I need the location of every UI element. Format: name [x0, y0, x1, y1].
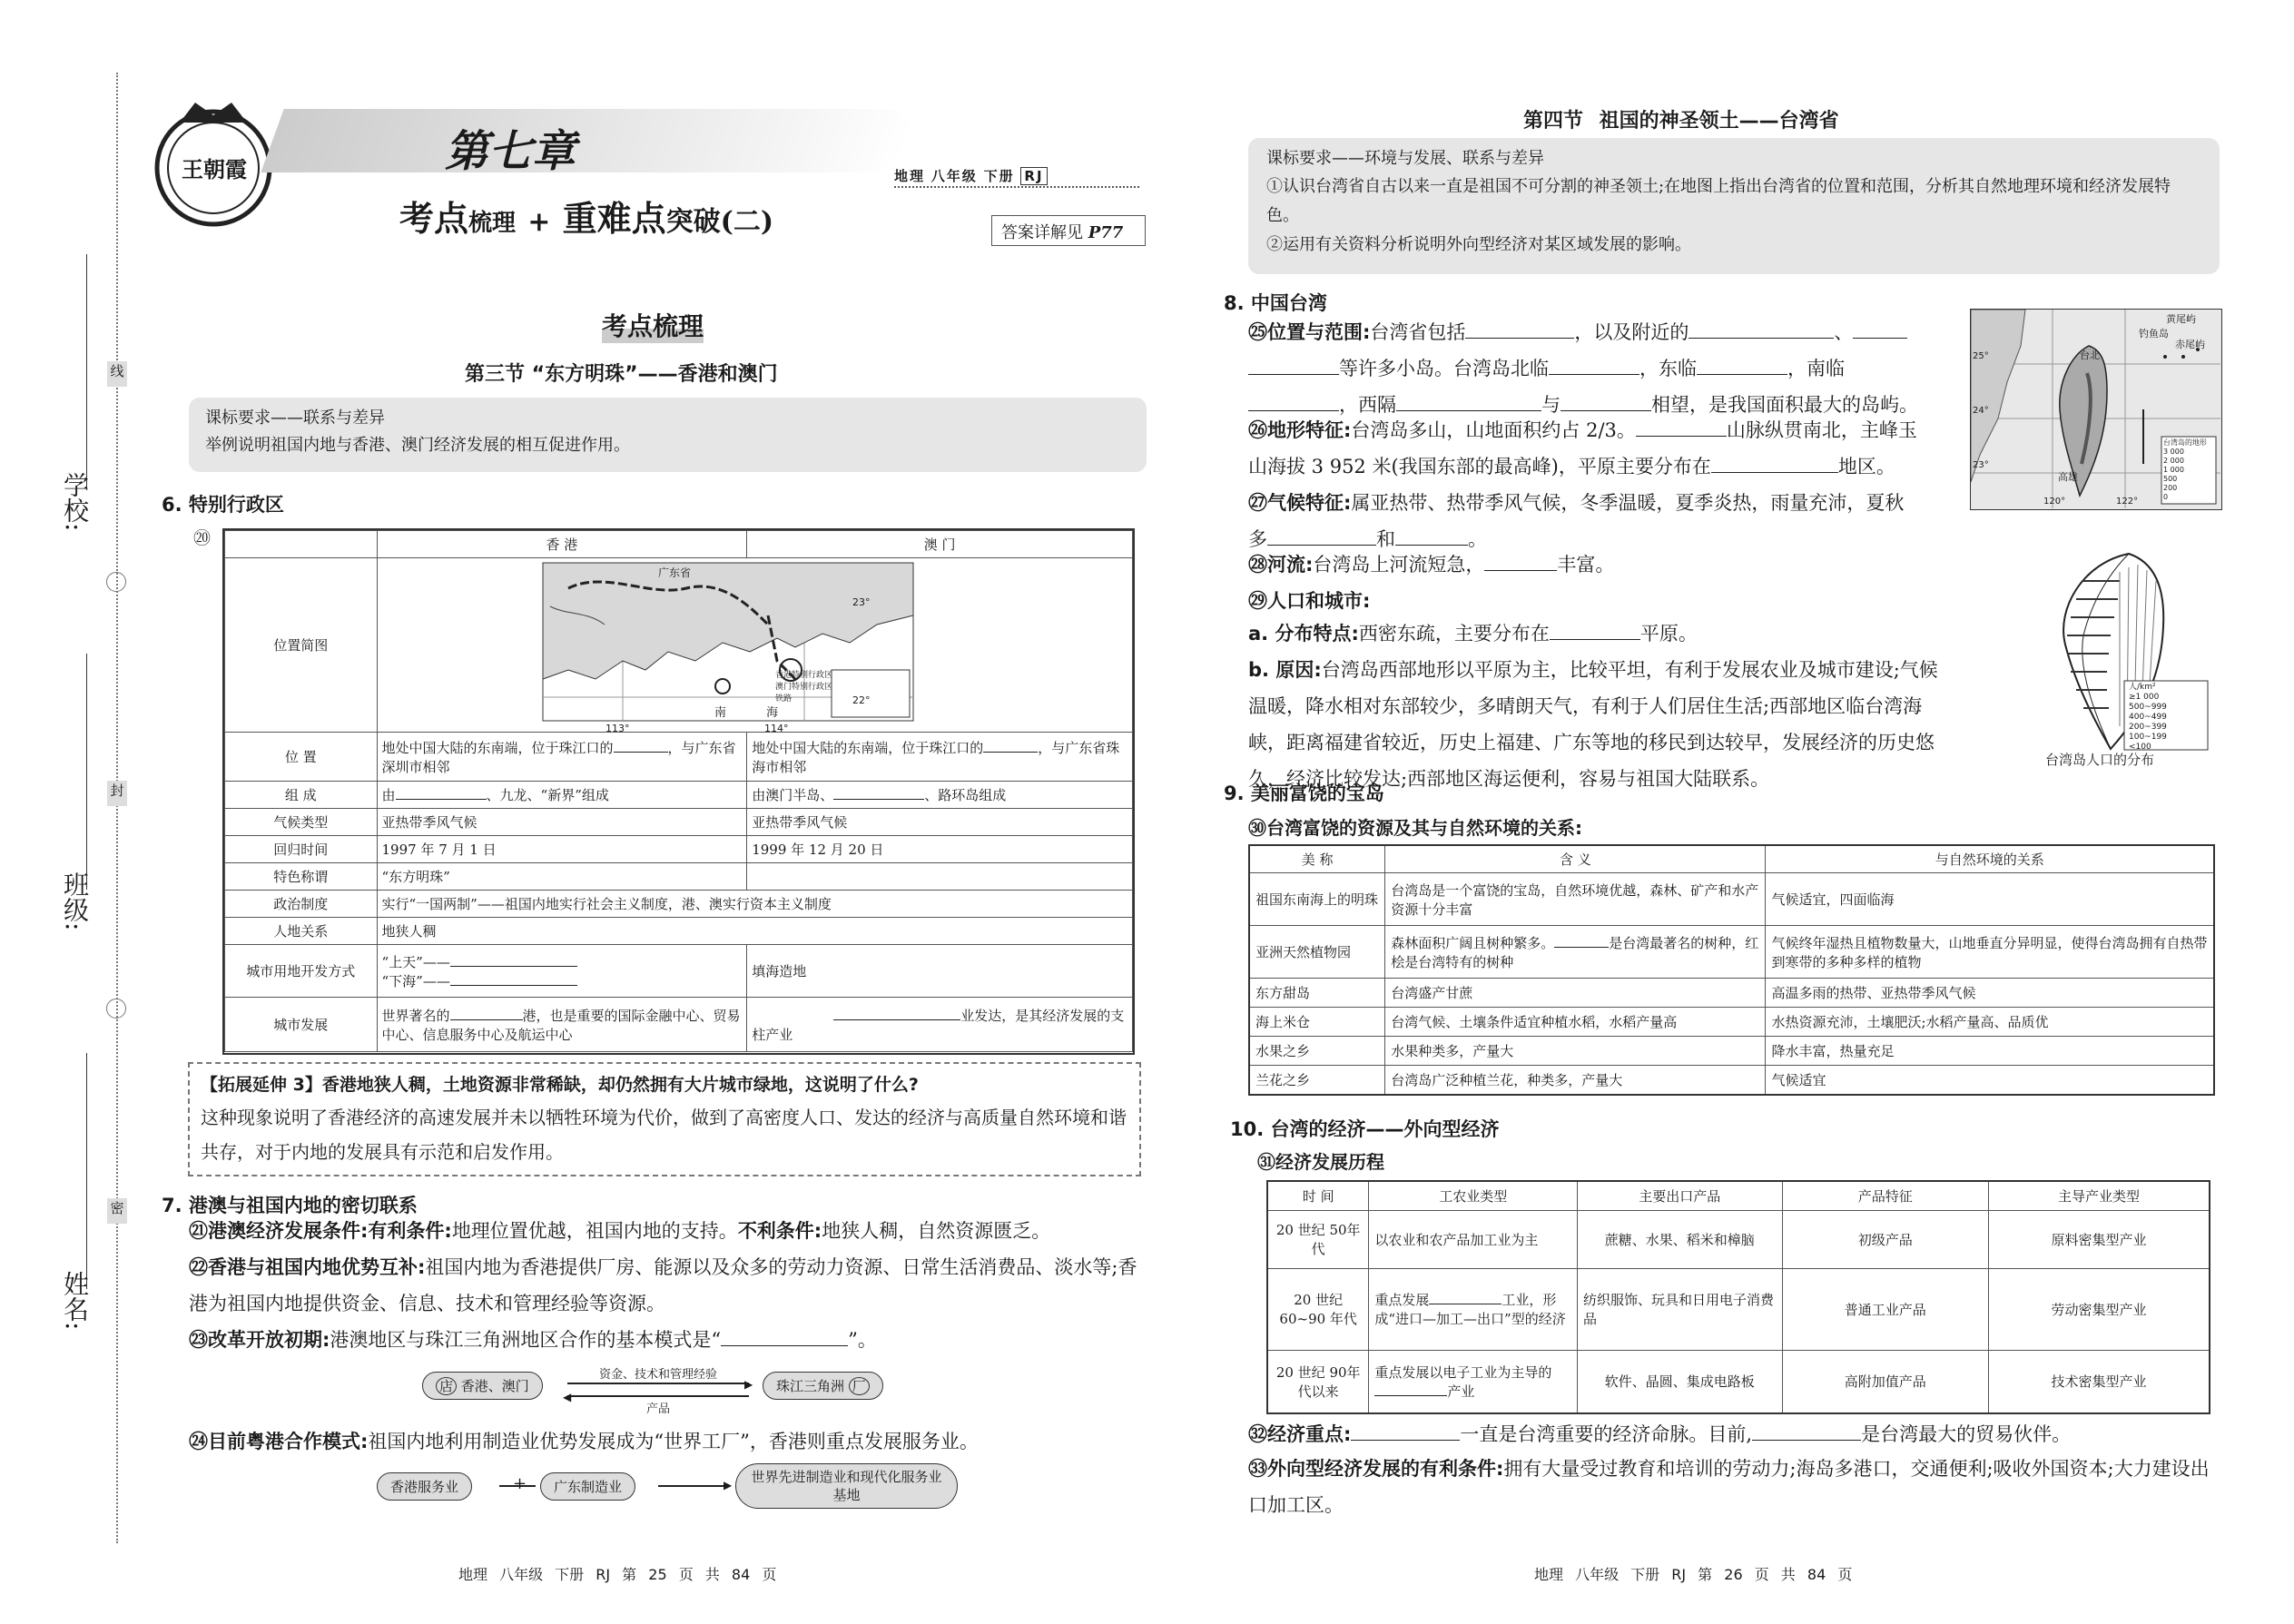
table-row: 东方甜岛 台湾盛产甘蔗 高温多雨的热带、亚热带季风气候 — [1249, 979, 2214, 1008]
seal-char-mi: 密 — [107, 1198, 127, 1224]
blank-tw-islands-1[interactable] — [1689, 319, 1834, 339]
res-header-meaning: 含 义 — [1385, 845, 1766, 873]
item-29a: a. 分布特点:西密东疏，主要分布在 平原。 — [1248, 615, 1920, 652]
seal-char-feng: 封 — [107, 781, 127, 806]
item-30: ㉚台湾富饶的资源及其与自然环境的关系: — [1248, 817, 1582, 839]
blank-mo-industry[interactable] — [833, 1006, 960, 1020]
label-lat-24: 24° — [1973, 406, 1989, 416]
arrow-left-icon: ◀ — [563, 1391, 572, 1403]
map-lon-114: 114° — [764, 723, 789, 734]
blank-tw-weather-2[interactable] — [1395, 526, 1468, 546]
map-lat-23: 23° — [852, 596, 871, 608]
human-land-relation: 地狭人稠 — [377, 918, 1132, 945]
item-28: ㉘河流:台湾岛上河流短急， 丰富。 — [1248, 546, 1920, 583]
flow-node-hk-mo: 店 香港、澳门 — [422, 1372, 543, 1400]
heading-8: 8. 中国台湾 — [1224, 292, 1327, 314]
blank-tw-weather-1[interactable] — [1267, 526, 1376, 546]
res-header-env: 与自然环境的关系 — [1766, 845, 2214, 873]
label-diaoyu: 钓鱼岛 — [2139, 328, 2169, 340]
political-system: 实行“一国两制”——祖国内地实行社会主义制度，港、澳实行资本主义制度 — [377, 891, 1132, 918]
item-33: ㉝外向型经济发展的有利条件:拥有大量受过教育和培训的劳动力;海岛多港口，交通便利;吸收外国资本;大力建设出口加工区。 — [1248, 1458, 2210, 1516]
row-label-location: 位 置 — [225, 733, 378, 782]
blank-tw-trade-partner[interactable] — [1752, 1421, 1861, 1441]
row-label-human-land: 人地关系 — [225, 918, 378, 945]
eco-header-time: 时 间 — [1267, 1181, 1369, 1210]
economy-table — [1266, 1180, 2210, 1414]
mo-urban-dev: 业发达，是其经济发展的支柱产业 — [747, 998, 1133, 1052]
blank-tw-south[interactable] — [1248, 391, 1339, 411]
eco-header-feature: 产品特征 — [1782, 1181, 1988, 1210]
section-heading: 考点梳理 — [602, 307, 704, 343]
blank-tw-pop-plain[interactable] — [1550, 620, 1640, 640]
arrow-right-icon: ▶ — [744, 1378, 753, 1391]
row-label-composition: 组 成 — [225, 782, 378, 809]
blank-tw-river[interactable] — [1484, 551, 1557, 571]
flow-diagram-current — [377, 1463, 958, 1514]
hk-nickname: “东方明珠” — [377, 863, 747, 891]
resources-table — [1248, 844, 2215, 1096]
heading-6: 6. 特别行政区 — [162, 494, 284, 516]
item-32: ㉜经济重点: 一直是台湾重要的经济命脉。目前, 是台湾最大的贸易伙伴。 — [1248, 1416, 2220, 1452]
blank-tw-mountain[interactable] — [1636, 417, 1727, 437]
header-rule — [894, 186, 1139, 188]
blank-tw-industry-60s[interactable] — [1429, 1290, 1501, 1304]
blank-hk-location[interactable] — [614, 738, 668, 753]
blank-hk-port[interactable] — [450, 1006, 523, 1020]
binding-hole-icon — [106, 999, 126, 1019]
mo-nickname — [747, 863, 1133, 891]
item-22: ㉒香港与祖国内地优势互补:祖国内地为香港提供厂房、能源以及众多的劳动力资源、日常生活消费品、淡水等;香港为祖国内地提供资金、信息、技术和管理经验等资源。 — [189, 1256, 1137, 1314]
flow-label-capital: 资金、技术和管理经验 — [598, 1368, 717, 1382]
hk-composition: 由 、九龙、“新界”组成 — [377, 782, 747, 809]
hk-return-date: 1997 年 7 月 1 日 — [377, 836, 747, 863]
label-chiwei: 赤尾屿 — [2175, 339, 2205, 350]
req-title-right: 课标要求——环境与发展、联系与差异 — [1266, 149, 1544, 168]
blank-tw-east[interactable] — [1697, 355, 1787, 375]
item-29: ㉙人口和城市: — [1248, 590, 1371, 612]
col-header-mo: 澳 门 — [747, 531, 1133, 558]
footer-right: 地理 八年级 下册 RJ 第 26 页 共 84 页 — [1534, 1566, 1853, 1583]
blank-mo-composition[interactable] — [833, 785, 924, 800]
hk-climate: 亚热带季风气候 — [377, 809, 747, 836]
population-legend: 人/km² ≥1 000 500~999 400~499 200~399 100~199 <100 — [2129, 683, 2167, 752]
row-label-urban-dev: 城市发展 — [225, 998, 378, 1052]
row-label-return-date: 回归时间 — [225, 836, 378, 863]
req-title: 课标要求——联系与差异 — [205, 408, 385, 428]
item-24: ㉔目前粤港合作模式:祖国内地利用制造业优势发展成为“世界工厂”，香港则重点发展服务业。 — [189, 1431, 979, 1452]
blank-land-up[interactable] — [450, 952, 577, 967]
blank-tw-islands-2[interactable] — [1853, 319, 1907, 339]
map-legend: 香港特别行政区 澳门特别行政区 铁路 — [775, 671, 833, 704]
flow-diagram-early — [422, 1364, 912, 1415]
res-header-name: 美 称 — [1249, 845, 1385, 873]
hk-location: 地处中国大陆的东南端，位于珠江口的 ，与广东省深圳市相邻 — [377, 733, 747, 782]
mo-return-date: 1999 年 12 月 20 日 — [747, 836, 1133, 863]
mo-composition: 由澳门半岛、 、路环岛组成 — [747, 782, 1133, 809]
hk-land-use: “上天”—— “下海”—— — [377, 945, 747, 998]
blank-tw-west-strait[interactable] — [1396, 391, 1541, 411]
label-lat-23: 23° — [1973, 460, 1989, 470]
sar-table-frame — [222, 528, 1135, 1055]
section-title-taiwan: 第四节 祖国的神圣领土——台湾省 — [1523, 110, 1839, 133]
mo-location: 地处中国大陆的东南端，位于珠江口的 ，与广东省珠海市相邻 — [747, 733, 1133, 782]
map-lon-113: 113° — [605, 723, 630, 734]
label-gaoxiong: 高雄 — [2058, 471, 2078, 483]
label-huangwei: 黄尾屿 — [2166, 313, 2196, 325]
req-item-1: ①认识台湾省自古以来一直是祖国不可分割的神圣领土;在地图上指出台湾省的位置和范围，分析其自然地理环境和经济发展特色。 — [1266, 177, 2171, 225]
table-row: 亚洲天然植物园 森林面积广阔且树种繁多。 是台湾最著名的树种，红桧是台湾特有的树种 气候终年湿热且植物数量大，山地垂直分异明显，使得台湾岛拥有自热带到寒带的多种多样的植物 — [1249, 926, 2214, 979]
section-title-hk-macau: 第三节 “东方明珠”——香港和澳门 — [465, 363, 778, 386]
blank-tw-econ-key[interactable] — [1351, 1421, 1460, 1441]
school-field[interactable] — [86, 254, 87, 490]
mo-climate: 亚热带季风气候 — [747, 809, 1133, 836]
row-label-climate: 气候类型 — [225, 809, 378, 836]
blank-tw-islands-2b[interactable] — [1248, 355, 1339, 375]
req-item-2: ②运用有关资料分析说明外向型经济对某区域发展的影响。 — [1266, 235, 1691, 254]
subject-tags: 地理 八年级 下册 RJ — [894, 166, 1048, 185]
page-title: 考点梳理 + 重难点突破(二) — [399, 198, 774, 239]
eco-header-type: 工农业类型 — [1369, 1181, 1578, 1210]
flow-node-gd-manufacturing: 广东制造业 — [540, 1472, 635, 1501]
heading-10: 10. 台湾的经济——外向型经济 — [1230, 1118, 1500, 1140]
flow-connector — [658, 1485, 729, 1487]
footer-left: 地理 八年级 下册 RJ 第 25 页 共 84 页 — [458, 1566, 777, 1583]
item-26: ㉖地形特征:台湾岛多山，山地面积约占 2/3。 山脉纵贯南北，主峰玉山海拔 3 952 米(我国东部的最高峰)，平原主要分布在 地区。 — [1248, 412, 1920, 485]
table-row: 20 世纪 60~90 年代 重点发展 工业，形成“进口—加工—出口”型的经济 纺织服饰、玩具和日用电子消费品 普通工业产品 劳动密集型产业 — [1267, 1268, 2210, 1350]
item-23: ㉓改革开放初期:港澳地区与珠江三角洲地区合作的基本模式是“ ”。 — [189, 1322, 1142, 1358]
extension-box — [188, 1062, 1141, 1176]
blank-tw-plain[interactable] — [1711, 453, 1838, 473]
cut-line — [116, 73, 118, 1543]
row-label-land-use: 城市用地开发方式 — [225, 945, 378, 998]
flow-arrow-right — [567, 1383, 749, 1384]
curriculum-requirement-box-right — [1248, 138, 2220, 274]
taiwan-terrain-map — [1970, 309, 2222, 510]
plus-sign: + — [513, 1474, 527, 1493]
label-taibei: 台北 — [2080, 349, 2100, 361]
flow-node-base: 世界先进制造业和现代化服务业基地 — [735, 1463, 958, 1509]
flow-arrow-left — [567, 1395, 749, 1397]
map-sea-label: 南 海 — [714, 706, 797, 720]
flow-node-prd: 珠江三角洲 厂 — [763, 1372, 883, 1400]
location-map-cell — [377, 558, 1132, 733]
table-row: 水果之乡 水果种类多，产量大 降水丰富，热量充足 — [1249, 1037, 2214, 1066]
name-field[interactable] — [86, 1053, 87, 1289]
blank-tw-industry-90s[interactable] — [1374, 1382, 1447, 1396]
table-row: 20 世纪 50年代 以农业和农产品加工业为主 蔗糖、水果、稻米和樟脑 初级产品 原料密集型产业 — [1267, 1210, 2210, 1268]
blank-tw-north[interactable] — [1549, 355, 1639, 375]
taiwan-population-map — [2020, 545, 2210, 768]
row-label-map: 位置简图 — [225, 558, 378, 733]
mo-land-use: 填海造地 — [747, 945, 1133, 998]
blank-land-sea[interactable] — [450, 971, 577, 986]
map-lat-22: 22° — [852, 694, 871, 706]
blank-hk-composition[interactable] — [396, 785, 487, 800]
label-lon-120: 120° — [2043, 497, 2066, 507]
item-25: ㉕位置与范围:台湾省包括 ，以及附近的 、等许多小岛。台湾岛北临 ，东临 ，南临，西隔 与 相望，是我国面积最大的岛屿。 — [1248, 314, 1920, 423]
seal-char-xian: 线 — [107, 361, 127, 387]
item-21: ㉑港澳经济发展条件:有利条件:地理位置优越，祖国内地的支持。不利条件:地狭人稠，自然资源匮乏。 — [189, 1220, 1051, 1242]
col-header-hk: 香 港 — [377, 531, 747, 558]
hk-urban-dev: 世界著名的 港，也是重要的国际金融中心、贸易中心、信息服务中心及航运中心 — [377, 998, 747, 1052]
chapter-title: 第七章 — [445, 126, 576, 177]
publisher-logo — [145, 95, 281, 231]
binding-hole-icon — [106, 572, 126, 592]
row-label-nickname: 特色称谓 — [225, 863, 378, 891]
table-row: 兰花之乡 台湾岛广泛种植兰花，种类多，产量大 气候适宜 — [1249, 1066, 2214, 1095]
binding-spine — [0, 0, 127, 1624]
blank-tree-species[interactable] — [1554, 933, 1609, 948]
extension-question: 【拓展延伸 3】香港地狭人稠，土地资源非常稀缺，却仍然拥有大片城市绿地，这说明了什么? — [201, 1075, 919, 1095]
sar-table — [224, 530, 1133, 1052]
blank-tw-include[interactable] — [1465, 319, 1574, 339]
blank-mo-location[interactable] — [983, 738, 1038, 753]
terrain-legend: 台湾岛的地形 3 000 2 000 1 000 500 200 0 — [2163, 438, 2207, 501]
answer-ref-box: 答案详解见 P77 — [991, 215, 1146, 246]
blank-coop-mode[interactable] — [721, 1326, 848, 1346]
table-row: 海上米仓 台湾气候、土壤条件适宜种植水稻，水稻产量高 水热资源充沛，土壤肥沃;水稻产量高、品质优 — [1249, 1008, 2214, 1037]
table-row: 20 世纪 90年代以来 重点发展以电子工业为主导的产业 软件、晶圆、集成电路板 高附加值产品 技术密集型产业 — [1267, 1350, 2210, 1413]
eco-header-export: 主要出口产品 — [1578, 1181, 1783, 1210]
extension-answer: 这种现象说明了香港经济的高速发展并未以牺牲环境为代价，做到了高密度人口、发达的经济与高质量自然环境和谐共存，对于内地的发展具有示范和启发作用。 — [201, 1107, 1127, 1163]
population-map-caption: 台湾岛人口的分布 — [2045, 752, 2155, 768]
heading-9: 9. 美丽富饶的宝岛 — [1224, 782, 1384, 804]
marker-20: ⑳ — [193, 528, 212, 548]
item-31: ㉛经济发展历程 — [1257, 1151, 1384, 1173]
school-label: 学校: — [60, 472, 90, 532]
heading-7: 7. 港澳与祖国内地的密切联系 — [162, 1195, 418, 1216]
class-field[interactable] — [86, 654, 87, 890]
item-27: ㉗气候特征:属亚热带、热带季风气候，冬季温暖，夏季炎热，雨量充沛，夏秋多 和 。 — [1248, 492, 1905, 550]
logo-text: 王朝霞 — [182, 156, 247, 182]
flow-label-products: 产品 — [645, 1403, 670, 1416]
label-lat-25: 25° — [1973, 351, 1989, 361]
item-29b: b. 原因:台湾岛西部地形以平原为主，比较平坦，有利于发展农业及城市建设;气候温暖，降水相对东部较少，多晴朗天气，有利于人们居住生活;西部地区临台湾海峡，距离福建省较近，历史上福建、广东等地的移民到达较早，发展经济的历史悠久，经济比较发达;西部地区海运便利，容易与祖国大陆联系。 — [1248, 659, 1938, 790]
eco-header-lead: 主导产业类型 — [1989, 1181, 2210, 1210]
map-label-guangdong: 广东省 — [658, 566, 692, 579]
curriculum-requirement-box — [189, 398, 1147, 472]
ribbon-decoration — [261, 109, 919, 172]
row-label-political: 政治制度 — [225, 891, 378, 918]
name-label: 姓名: — [60, 1271, 90, 1331]
blank-tw-west-province[interactable] — [1561, 391, 1651, 411]
flow-node-hk-service: 香港服务业 — [377, 1472, 472, 1501]
class-label: 班级: — [60, 871, 90, 931]
req-body: 举例说明祖国内地与香港、澳门经济发展的相互促进作用。 — [205, 436, 630, 455]
arrow-right-icon: ▶ — [724, 1479, 733, 1491]
table-row: 祖国东南海上的明珠 台湾岛是一个富饶的宝岛，自然环境优越，森林、矿产和水产资源十分丰富 气候适宜，四面临海 — [1249, 873, 2214, 926]
label-lon-122: 122° — [2116, 497, 2139, 507]
